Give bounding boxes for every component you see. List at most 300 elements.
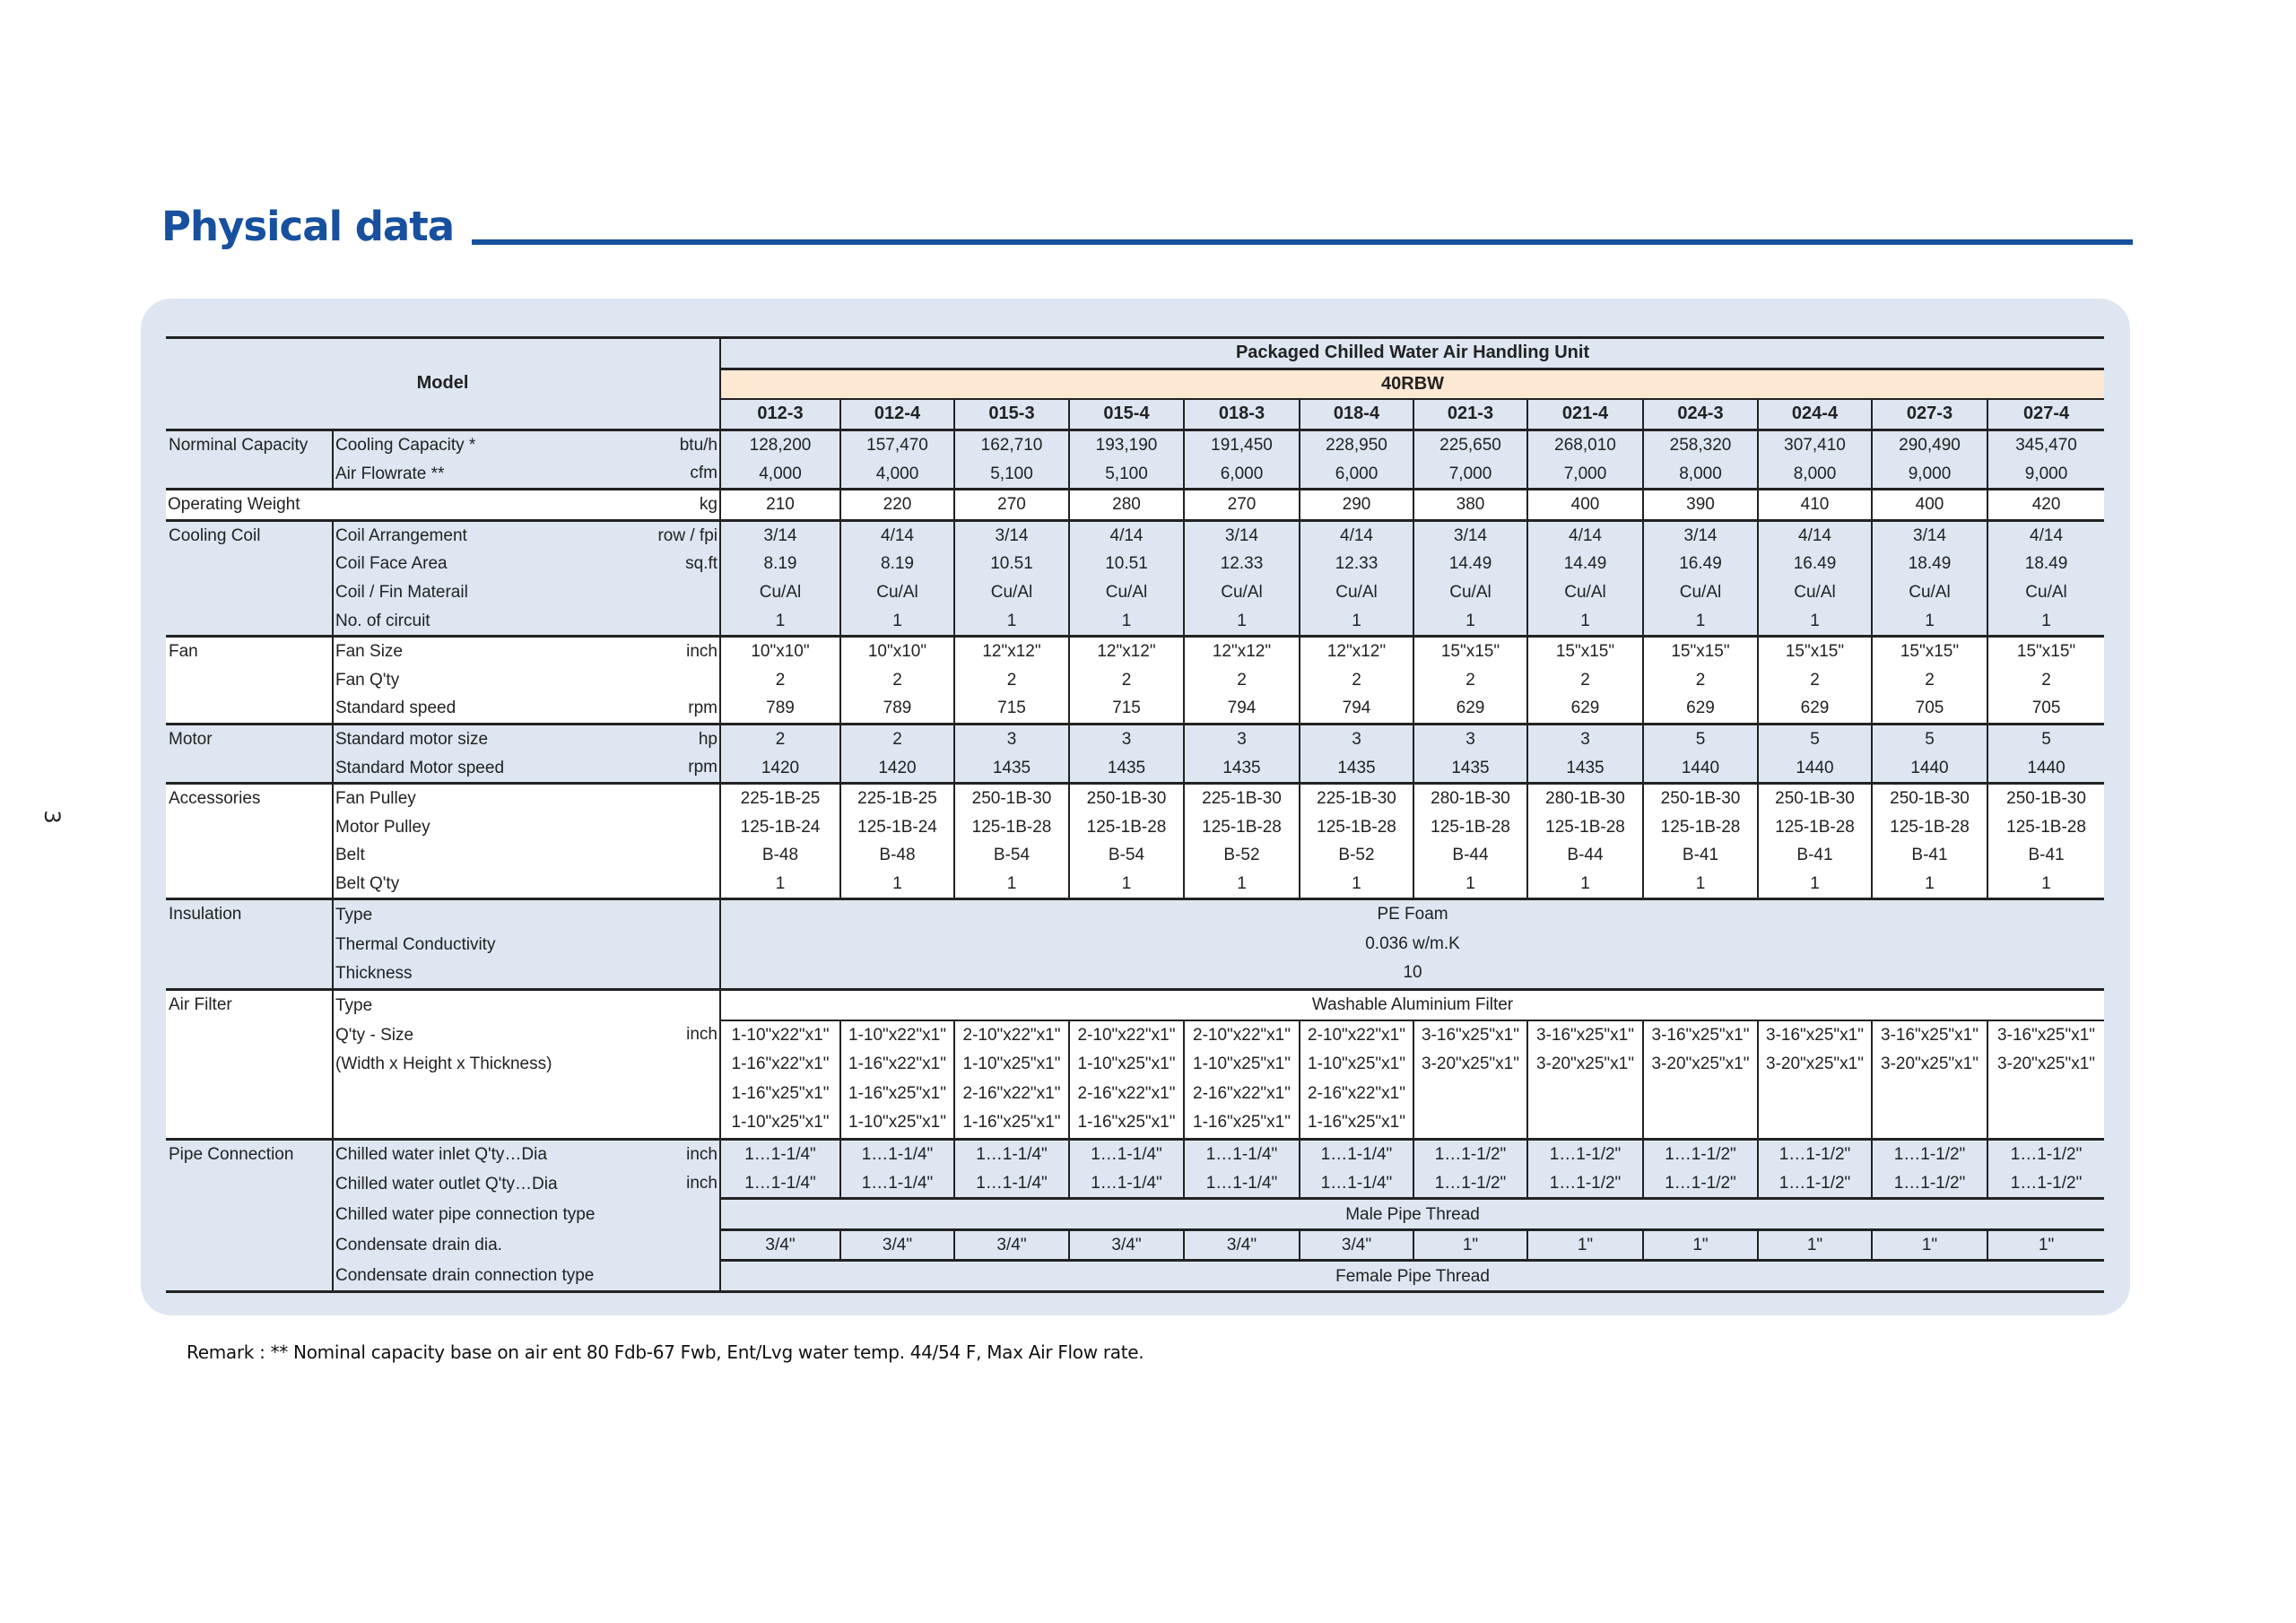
row-label: (Width x Height x Thickness) bbox=[335, 1055, 552, 1074]
value-cell: 629 bbox=[1413, 694, 1527, 724]
merged-value-cell: Washable Aluminium Filter bbox=[720, 990, 2104, 1020]
model-code-header: 021-3 bbox=[1413, 399, 1527, 430]
row-label-cell bbox=[333, 724, 720, 753]
value-cell: Cu/Al bbox=[1758, 578, 1872, 607]
table-row bbox=[166, 1261, 2104, 1292]
value-cell: 1…1-1/4" bbox=[1184, 1140, 1300, 1169]
value-cell: 1" bbox=[1413, 1229, 1527, 1261]
value-cell: 258,320 bbox=[1643, 430, 1758, 459]
value-cell: 3/4" bbox=[1069, 1229, 1184, 1261]
filter-size: 2-16"x22"x1" bbox=[962, 1083, 1061, 1103]
filter-size-cell bbox=[1184, 1020, 1300, 1140]
value-cell: 3 bbox=[1413, 724, 1527, 753]
value-cell: 3/4" bbox=[1184, 1229, 1300, 1261]
model-code-header: 018-3 bbox=[1184, 399, 1300, 430]
value-cell: 6,000 bbox=[1184, 459, 1300, 489]
value-cell: 157,470 bbox=[840, 430, 954, 459]
value-cell: 794 bbox=[1184, 694, 1300, 724]
value-cell: 2 bbox=[1069, 666, 1184, 695]
row-label-cell bbox=[333, 959, 720, 989]
value-cell: Cu/Al bbox=[1987, 578, 2104, 607]
value-cell: 1435 bbox=[1413, 753, 1527, 783]
row-label: Thickness bbox=[335, 964, 413, 984]
filter-size: 3-16"x25"x1" bbox=[1881, 1025, 1979, 1045]
value-cell: 3 bbox=[1300, 724, 1413, 753]
value-cell: 1…1-1/2" bbox=[1413, 1169, 1527, 1199]
table-row bbox=[166, 666, 2104, 695]
value-cell: 1 bbox=[1069, 870, 1184, 899]
row-label-cell bbox=[333, 990, 720, 1020]
value-cell: 1435 bbox=[1069, 753, 1184, 783]
value-cell: 125-1B-28 bbox=[1184, 813, 1300, 842]
value-cell: 4/14 bbox=[1527, 520, 1643, 550]
value-cell: 12"x12" bbox=[1300, 636, 1413, 665]
value-cell: 228,950 bbox=[1300, 430, 1413, 459]
value-cell: 3 bbox=[1527, 724, 1643, 753]
table-row bbox=[166, 1229, 2104, 1261]
group-label: Fan bbox=[166, 636, 333, 724]
value-cell: 250-1B-30 bbox=[1872, 783, 1987, 812]
value-cell: 1 bbox=[1758, 870, 1872, 899]
value-cell: 629 bbox=[1527, 694, 1643, 724]
value-cell: 125-1B-28 bbox=[1300, 813, 1413, 842]
value-cell: 3/14 bbox=[1413, 520, 1527, 550]
remark-note: Remark : ** Nominal capacity base on air ent 80 Fdb-67 Fwb, Ent/Lvg water temp. 44/54 F, Max Air Flow rate. bbox=[187, 1341, 1144, 1363]
value-cell: 7,000 bbox=[1413, 459, 1527, 489]
value-cell: 3 bbox=[1184, 724, 1300, 753]
value-cell: 2 bbox=[720, 666, 840, 695]
value-cell: B-44 bbox=[1413, 841, 1527, 870]
value-cell: B-41 bbox=[1643, 841, 1758, 870]
value-cell: 225-1B-30 bbox=[1300, 783, 1413, 812]
value-cell: Cu/Al bbox=[1527, 578, 1643, 607]
unit-label: row / fpi bbox=[657, 525, 718, 545]
value-cell: 3/14 bbox=[1872, 520, 1987, 550]
value-cell: 210 bbox=[720, 489, 840, 520]
row-label-cell bbox=[333, 1049, 720, 1079]
value-cell: 307,410 bbox=[1758, 430, 1872, 459]
value-cell: 10.51 bbox=[954, 550, 1069, 578]
value-cell: 3/14 bbox=[720, 520, 840, 550]
unit-label: inch bbox=[686, 1024, 718, 1044]
value-cell: 420 bbox=[1987, 489, 2104, 520]
value-cell: 400 bbox=[1527, 489, 1643, 520]
filter-size: 1-10"x25"x1" bbox=[731, 1113, 830, 1133]
filter-size: 2-10"x22"x1" bbox=[1077, 1025, 1176, 1045]
value-cell: 705 bbox=[1987, 694, 2104, 724]
filter-size bbox=[1644, 1108, 1757, 1138]
value-cell: 1435 bbox=[1184, 753, 1300, 783]
value-cell: 2 bbox=[840, 666, 954, 695]
value-cell: 1 bbox=[1872, 606, 1987, 636]
value-cell: 191,450 bbox=[1184, 430, 1300, 459]
value-cell: 390 bbox=[1643, 489, 1758, 520]
value-cell: 3 bbox=[1069, 724, 1184, 753]
value-cell: 2 bbox=[1413, 666, 1527, 695]
filter-size bbox=[1988, 1080, 2104, 1109]
unit-label: inch bbox=[686, 1145, 718, 1165]
value-cell: 5,100 bbox=[1069, 459, 1184, 489]
model-code-header: 012-3 bbox=[720, 399, 840, 430]
value-cell: 8,000 bbox=[1643, 459, 1758, 489]
value-cell: 1…1-1/2" bbox=[1872, 1169, 1987, 1199]
filter-size bbox=[1644, 1080, 1757, 1109]
filter-size: 3-20"x25"x1" bbox=[1997, 1055, 2096, 1074]
insulation-value: PE Foam bbox=[1377, 905, 1448, 924]
filter-size: 3-20"x25"x1" bbox=[1651, 1055, 1750, 1074]
value-cell: 1…1-1/4" bbox=[1300, 1140, 1413, 1169]
table-row bbox=[166, 1199, 2104, 1230]
value-cell: Cu/Al bbox=[1300, 578, 1413, 607]
filter-size-cell bbox=[1758, 1020, 1872, 1140]
filter-size bbox=[1759, 1080, 1871, 1109]
value-cell: 1 bbox=[1758, 606, 1872, 636]
value-cell: B-41 bbox=[1987, 841, 2104, 870]
value-cell: 1…1-1/2" bbox=[1987, 1140, 2104, 1169]
value-cell: 225-1B-30 bbox=[1184, 783, 1300, 812]
value-cell: 3/4" bbox=[840, 1229, 954, 1261]
value-cell: B-52 bbox=[1184, 841, 1300, 870]
value-cell: B-48 bbox=[840, 841, 954, 870]
value-cell: 15"x15" bbox=[1987, 636, 2104, 665]
value-cell: 125-1B-28 bbox=[1413, 813, 1527, 842]
table-row bbox=[166, 694, 2104, 724]
unit-label: kg bbox=[699, 494, 718, 514]
value-cell: B-41 bbox=[1758, 841, 1872, 870]
row-label-cell bbox=[333, 550, 720, 578]
row-label: Chilled water outlet Q'ty…Dia bbox=[335, 1174, 558, 1193]
value-cell: 1…1-1/4" bbox=[840, 1140, 954, 1169]
filter-size: 2-16"x22"x1" bbox=[1193, 1083, 1291, 1103]
unit-label: sq.ft bbox=[685, 554, 718, 574]
value-cell: 4/14 bbox=[1987, 520, 2104, 550]
row-label-cell bbox=[333, 783, 720, 812]
unit-label: inch bbox=[686, 641, 718, 661]
value-cell: 1 bbox=[1184, 606, 1300, 636]
filter-size bbox=[1528, 1108, 1642, 1138]
value-cell: 5 bbox=[1643, 724, 1758, 753]
value-cell: 290,490 bbox=[1872, 430, 1987, 459]
table-row bbox=[166, 459, 2104, 489]
row-label-cell bbox=[333, 694, 720, 724]
value-cell: 12"x12" bbox=[1184, 636, 1300, 665]
row-label-cell bbox=[333, 636, 720, 665]
value-cell: 1…1-1/4" bbox=[1300, 1169, 1413, 1199]
table-row bbox=[166, 1169, 2104, 1199]
value-cell: 18.49 bbox=[1872, 550, 1987, 578]
value-cell: 193,190 bbox=[1069, 430, 1184, 459]
row-label-cell bbox=[333, 930, 720, 959]
value-cell: 8.19 bbox=[720, 550, 840, 578]
filter-size-cell bbox=[1069, 1020, 1184, 1140]
group-label: Insulation bbox=[166, 899, 333, 990]
value-cell: 1 bbox=[1643, 870, 1758, 899]
value-cell: 1420 bbox=[720, 753, 840, 783]
row-label-cell bbox=[333, 430, 720, 459]
filter-size: 3-16"x25"x1" bbox=[1651, 1025, 1750, 1045]
value-cell: 3/14 bbox=[954, 520, 1069, 550]
table-row bbox=[166, 636, 2104, 665]
value-cell: 1 bbox=[1643, 606, 1758, 636]
value-cell: 270 bbox=[1184, 489, 1300, 520]
value-cell: 2 bbox=[1643, 666, 1758, 695]
row-label: Type bbox=[335, 995, 373, 1015]
value-cell: 1 bbox=[1300, 606, 1413, 636]
value-cell: 12"x12" bbox=[954, 636, 1069, 665]
value-cell: 270 bbox=[954, 489, 1069, 520]
value-cell: 2 bbox=[1872, 666, 1987, 695]
value-cell: 125-1B-28 bbox=[1872, 813, 1987, 842]
value-cell: 16.49 bbox=[1758, 550, 1872, 578]
value-cell: 10"x10" bbox=[840, 636, 954, 665]
value-cell: 10"x10" bbox=[720, 636, 840, 665]
model-header: Model bbox=[166, 338, 720, 430]
value-cell: 1" bbox=[1527, 1229, 1643, 1261]
filter-size: 2-10"x22"x1" bbox=[1193, 1025, 1291, 1045]
value-cell: 3/4" bbox=[954, 1229, 1069, 1261]
value-cell: 1" bbox=[1987, 1229, 2104, 1261]
table-row bbox=[166, 606, 2104, 636]
value-cell: 1…1-1/4" bbox=[1184, 1169, 1300, 1199]
row-label-cell bbox=[333, 1140, 720, 1169]
row-label-cell bbox=[333, 1020, 720, 1050]
value-cell: 250-1B-30 bbox=[954, 783, 1069, 812]
value-cell: 629 bbox=[1758, 694, 1872, 724]
filter-size bbox=[1414, 1080, 1526, 1109]
table-row bbox=[166, 520, 2104, 550]
value-cell: 1 bbox=[840, 870, 954, 899]
row-label: Fan Q'ty bbox=[335, 670, 400, 690]
value-cell: 125-1B-28 bbox=[954, 813, 1069, 842]
value-cell: 1" bbox=[1643, 1229, 1758, 1261]
value-cell: 4,000 bbox=[840, 459, 954, 489]
value-cell: 220 bbox=[840, 489, 954, 520]
value-cell: Cu/Al bbox=[1643, 578, 1758, 607]
row-label: Fan Size bbox=[335, 642, 403, 662]
row-label: No. of circuit bbox=[335, 611, 430, 630]
group-label: Norminal Capacity bbox=[166, 430, 333, 489]
value-cell: 128,200 bbox=[720, 430, 840, 459]
value-cell: 268,010 bbox=[1527, 430, 1643, 459]
empty-cell bbox=[333, 1108, 720, 1139]
physical-data-table bbox=[166, 336, 2104, 1293]
value-cell: 1…1-1/4" bbox=[720, 1169, 840, 1199]
value-cell: 8.19 bbox=[840, 550, 954, 578]
value-cell: 1440 bbox=[1643, 753, 1758, 783]
value-cell: 1" bbox=[1758, 1229, 1872, 1261]
header-row-product bbox=[166, 338, 2104, 369]
value-cell: 1440 bbox=[1872, 753, 1987, 783]
value-cell: 794 bbox=[1300, 694, 1413, 724]
filter-size: 2-16"x22"x1" bbox=[1077, 1083, 1176, 1103]
value-cell: 15"x15" bbox=[1872, 636, 1987, 665]
value-cell: 5,100 bbox=[954, 459, 1069, 489]
value-cell: 3/4" bbox=[1300, 1229, 1413, 1261]
filter-size: 1-10"x25"x1" bbox=[1193, 1055, 1291, 1074]
value-cell: 1 bbox=[1527, 870, 1643, 899]
value-cell: Cu/Al bbox=[1872, 578, 1987, 607]
filter-size-cell bbox=[1527, 1020, 1643, 1140]
filter-size: 3-20"x25"x1" bbox=[1766, 1055, 1864, 1074]
filter-size: 3-16"x25"x1" bbox=[1766, 1025, 1864, 1045]
value-cell: 2 bbox=[1527, 666, 1643, 695]
value-cell: 15"x15" bbox=[1643, 636, 1758, 665]
table-row bbox=[166, 783, 2104, 812]
value-cell: 2 bbox=[1300, 666, 1413, 695]
row-label-cell bbox=[333, 520, 720, 550]
table-row bbox=[166, 578, 2104, 607]
value-cell: 12"x12" bbox=[1069, 636, 1184, 665]
filter-size: 1-10"x25"x1" bbox=[1308, 1055, 1405, 1074]
row-label: Motor Pulley bbox=[335, 817, 430, 837]
value-cell: 290 bbox=[1300, 489, 1413, 520]
value-cell: B-41 bbox=[1872, 841, 1987, 870]
filter-size-cell bbox=[954, 1020, 1069, 1140]
value-cell: 1440 bbox=[1758, 753, 1872, 783]
title-rule bbox=[472, 239, 2133, 245]
value-cell: 250-1B-30 bbox=[1643, 783, 1758, 812]
value-cell: 1 bbox=[954, 606, 1069, 636]
page-number: 3 bbox=[39, 810, 65, 824]
filter-size bbox=[1759, 1108, 1871, 1138]
unit-label: rpm bbox=[688, 699, 718, 718]
value-cell: 1 bbox=[720, 606, 840, 636]
filter-size: 1-16"x22"x1" bbox=[848, 1055, 946, 1074]
filter-size: 2-16"x22"x1" bbox=[1308, 1083, 1405, 1103]
row-label-cell bbox=[333, 1261, 720, 1292]
value-cell: 16.49 bbox=[1643, 550, 1758, 578]
filter-size: 1-10"x22"x1" bbox=[848, 1025, 946, 1045]
filter-size: 3-16"x25"x1" bbox=[1422, 1025, 1519, 1045]
value-cell: 1420 bbox=[840, 753, 954, 783]
filter-size-cell bbox=[1872, 1020, 1987, 1140]
value-cell: 280-1B-30 bbox=[1527, 783, 1643, 812]
insulation-values bbox=[720, 899, 2104, 990]
value-cell: 629 bbox=[1643, 694, 1758, 724]
value-cell: Cu/Al bbox=[840, 578, 954, 607]
value-cell: 705 bbox=[1872, 694, 1987, 724]
table-row bbox=[166, 1020, 2104, 1050]
filter-size-cell bbox=[1300, 1020, 1413, 1140]
model-code-header: 024-4 bbox=[1758, 399, 1872, 430]
value-cell: 345,470 bbox=[1987, 430, 2104, 459]
value-cell: 4/14 bbox=[1069, 520, 1184, 550]
value-cell: 1435 bbox=[1527, 753, 1643, 783]
value-cell: 2 bbox=[1987, 666, 2104, 695]
value-cell: 2 bbox=[840, 724, 954, 753]
value-cell: 1…1-1/2" bbox=[1643, 1140, 1758, 1169]
row-label-cell bbox=[333, 841, 720, 870]
model-code-header: 015-3 bbox=[954, 399, 1069, 430]
value-cell: 4/14 bbox=[840, 520, 954, 550]
value-cell: 1…1-1/4" bbox=[954, 1169, 1069, 1199]
value-cell: 380 bbox=[1413, 489, 1527, 520]
group-label: Motor bbox=[166, 724, 333, 783]
value-cell: 1 bbox=[720, 870, 840, 899]
value-cell: 4,000 bbox=[720, 459, 840, 489]
filter-size: 1-16"x22"x1" bbox=[731, 1055, 830, 1074]
filter-size-cell bbox=[1643, 1020, 1758, 1140]
filter-size bbox=[1414, 1108, 1526, 1138]
filter-size: 2-10"x22"x1" bbox=[1308, 1025, 1405, 1045]
empty-cell bbox=[333, 1079, 720, 1108]
value-cell: 225,650 bbox=[1413, 430, 1527, 459]
group-label: Air Filter bbox=[166, 990, 333, 1140]
value-cell: 250-1B-30 bbox=[1758, 783, 1872, 812]
value-cell: 125-1B-28 bbox=[1643, 813, 1758, 842]
value-cell: 715 bbox=[954, 694, 1069, 724]
unit-label: btu/h bbox=[679, 435, 718, 455]
value-cell: 1 bbox=[1184, 870, 1300, 899]
value-cell: 1 bbox=[1069, 606, 1184, 636]
model-code-header: 015-4 bbox=[1069, 399, 1184, 430]
row-label-cell bbox=[333, 753, 720, 783]
merged-value-cell: Female Pipe Thread bbox=[720, 1261, 2104, 1292]
filter-size bbox=[1873, 1080, 1987, 1109]
filter-size: 1-10"x25"x1" bbox=[848, 1113, 946, 1133]
row-label-cell bbox=[333, 1229, 720, 1261]
value-cell: 9,000 bbox=[1872, 459, 1987, 489]
filter-size: 1-16"x25"x1" bbox=[848, 1083, 946, 1103]
table-row bbox=[166, 870, 2104, 899]
value-cell: 5 bbox=[1872, 724, 1987, 753]
filter-size: 3-20"x25"x1" bbox=[1422, 1055, 1519, 1074]
model-code-header: 021-4 bbox=[1527, 399, 1643, 430]
row-label: Thermal Conductivity bbox=[335, 934, 496, 954]
filter-size: 1-10"x22"x1" bbox=[731, 1025, 830, 1045]
value-cell: 1…1-1/4" bbox=[1069, 1140, 1184, 1169]
value-cell: 8,000 bbox=[1758, 459, 1872, 489]
value-cell: 4/14 bbox=[1758, 520, 1872, 550]
value-cell: 280-1B-30 bbox=[1413, 783, 1527, 812]
model-code-header: 018-4 bbox=[1300, 399, 1413, 430]
filter-size: 1-16"x25"x1" bbox=[962, 1113, 1061, 1133]
value-cell: 7,000 bbox=[1527, 459, 1643, 489]
filter-size: 3-16"x25"x1" bbox=[1536, 1025, 1634, 1045]
value-cell: 9,000 bbox=[1987, 459, 2104, 489]
page-title: Physical data bbox=[161, 203, 455, 250]
product-line-header: Packaged Chilled Water Air Handling Unit bbox=[720, 338, 2104, 369]
row-label: Cooling Capacity * bbox=[335, 436, 476, 456]
value-cell: 1…1-1/4" bbox=[954, 1140, 1069, 1169]
filter-size-cell bbox=[720, 1020, 840, 1140]
value-cell: Cu/Al bbox=[954, 578, 1069, 607]
value-cell: 789 bbox=[840, 694, 954, 724]
value-cell: 1…1-1/2" bbox=[1758, 1169, 1872, 1199]
value-cell: B-52 bbox=[1300, 841, 1413, 870]
value-cell: B-48 bbox=[720, 841, 840, 870]
value-cell: 1 bbox=[954, 870, 1069, 899]
row-label-cell bbox=[333, 459, 720, 489]
filter-size: 1-16"x25"x1" bbox=[1077, 1113, 1176, 1133]
value-cell: 2 bbox=[1758, 666, 1872, 695]
value-cell: 715 bbox=[1069, 694, 1184, 724]
value-cell: 250-1B-30 bbox=[1987, 783, 2104, 812]
value-cell: 400 bbox=[1872, 489, 1987, 520]
value-cell: 1 bbox=[1413, 606, 1527, 636]
table-row bbox=[166, 430, 2104, 459]
value-cell: 125-1B-24 bbox=[720, 813, 840, 842]
value-cell: 1…1-1/2" bbox=[1872, 1140, 1987, 1169]
value-cell: 125-1B-28 bbox=[1527, 813, 1643, 842]
value-cell: Cu/Al bbox=[720, 578, 840, 607]
value-cell: 789 bbox=[720, 694, 840, 724]
value-cell: 1…1-1/4" bbox=[840, 1169, 954, 1199]
value-cell: 3 bbox=[954, 724, 1069, 753]
insulation-value: 10 bbox=[1403, 963, 1422, 983]
value-cell: 1…1-1/4" bbox=[1069, 1169, 1184, 1199]
value-cell: 1 bbox=[1413, 870, 1527, 899]
